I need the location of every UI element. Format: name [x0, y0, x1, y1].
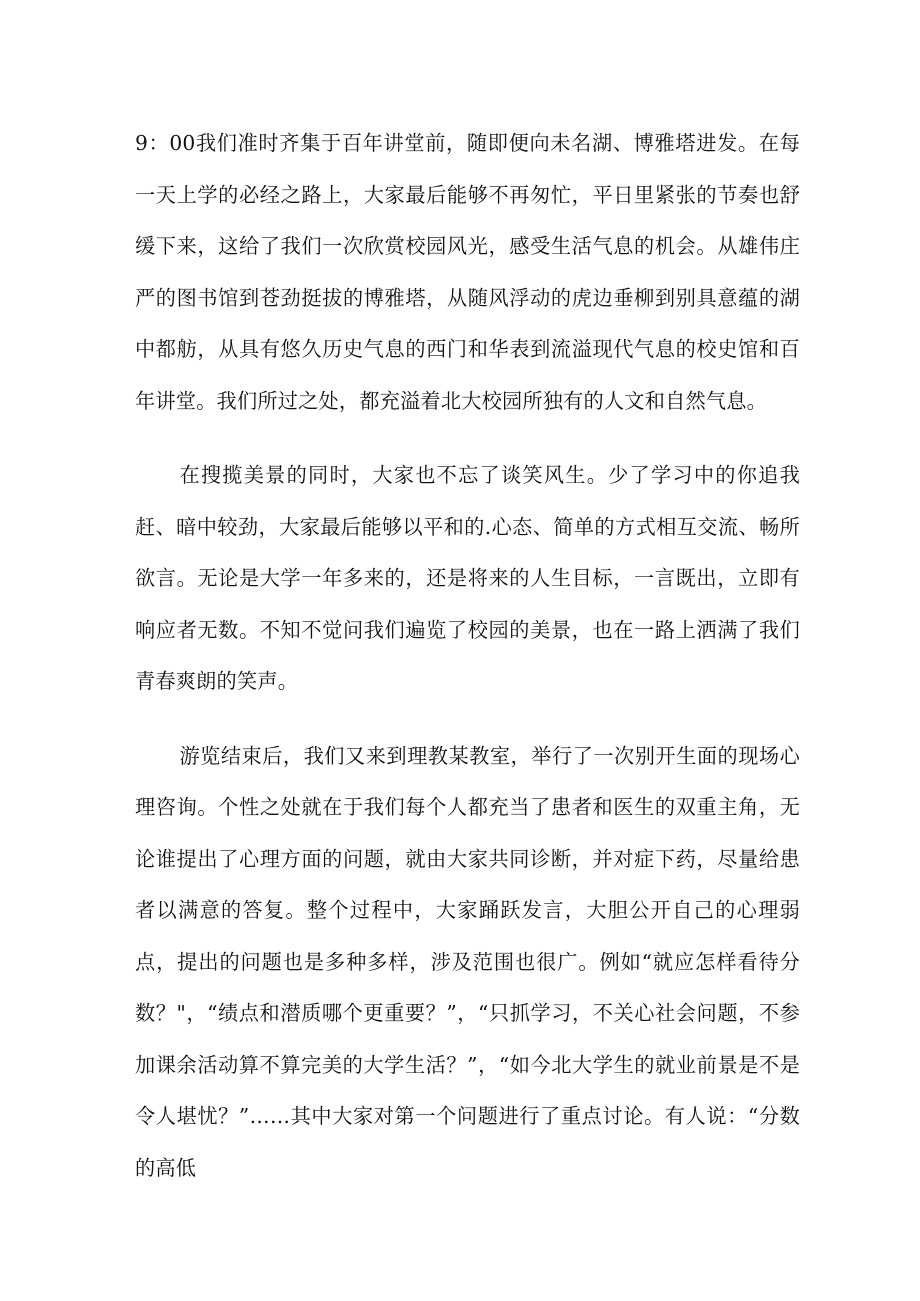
paragraph-counseling: 游览结束后，我们又来到理教某教室，举行了一次别开生面的现场心理咨询。个性之处就在于我们每个人都充当了患者和医生的双重主角，无论谁提出了心理方面的问题，就由大家共同诊断，并对症下药，尽量给患者以满意的答复。整个过程中，大家踊跃发言，大胆公开自己的心理弱点，提出的问题也是多种多样，涉及范围也很广。例如“就应怎样看待分数？"，“绩点和潜质哪个更重要？”，“只抓学习，不关心社会问题，不参加课余活动算不算完美的大学生活？”，“如今北大学生的就业前景是不是令人堪忧？”……其中大家对第一个问题进行了重点讨论。有人说：“分数的高低	[135, 743, 800, 1180]
paragraph-campus-tour: 9：00我们准时齐集于百年讲堂前，随即便向未名湖、博雅塔进发。在每一天上学的必经之路上，大家最后能够不再匆忙，平日里紧张的节奏也舒缓下来，这给了我们一次欣赏校园风光，感受生活气息的机会。从雄伟庄严的图书馆到苍劲挺拔的博雅塔，从随风浮动的虎边垂柳到别具意蕴的湖中都舫，从具有悠久历史气息的西门和华表到流溢现代气息的校史馆和百年讲堂。我们所过之处，都充溢着北大校园所独有的人文和自然气息。	[135, 131, 800, 413]
paragraph-conversation: 在搜揽美景的同时，大家也不忘了谈笑风生。少了学习中的你追我赶、暗中较劲，大家最后能够以平和的.心态、简单的方式相互交流、畅所欲言。无论是大学一年多来的，还是将来的人生目标，一言既出，立即有响应者无数。不知不觉问我们遍览了校园的美景，也在一路上洒满了我们青春爽朗的笑声。	[135, 463, 800, 693]
